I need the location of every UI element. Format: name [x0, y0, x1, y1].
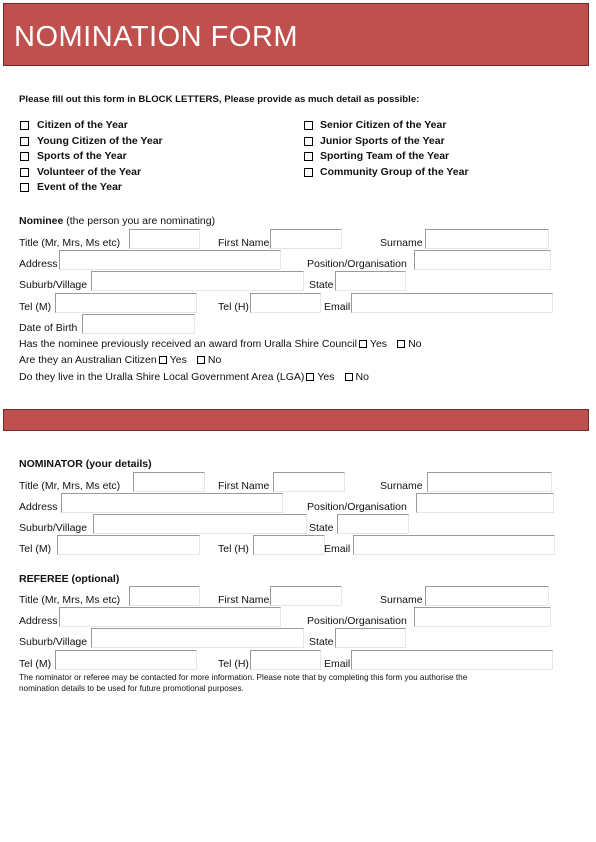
category-label: Volunteer of the Year — [37, 166, 142, 178]
citizen-yes-checkbox[interactable] — [159, 356, 167, 364]
email-label: Email — [324, 301, 351, 313]
no-label: No — [207, 354, 222, 366]
referee-tel-h-field[interactable] — [250, 650, 321, 670]
referee-tel-m-field[interactable] — [55, 650, 197, 670]
category-checkbox-young-citizen[interactable] — [20, 137, 29, 146]
category-label: Citizen of the Year — [37, 119, 128, 131]
question-award — [19, 338, 422, 351]
category-checkbox-volunteer[interactable] — [20, 168, 29, 177]
nominator-email-field[interactable] — [353, 535, 555, 555]
category-checkbox-senior-citizen[interactable] — [304, 121, 313, 130]
title-label: Title (Mr, Mrs, Ms etc) — [19, 594, 121, 606]
nominee-dob-field[interactable] — [82, 314, 195, 334]
section-divider-bar — [3, 409, 589, 431]
no-label: No — [355, 371, 369, 383]
first-name-label: First Name — [218, 480, 270, 492]
award-yes-checkbox[interactable] — [359, 340, 367, 348]
nominee-suburb-field[interactable] — [91, 271, 304, 291]
nominee-tel-m-field[interactable] — [55, 293, 197, 313]
referee-first-name-field[interactable] — [270, 586, 342, 606]
question-lga — [19, 371, 369, 384]
first-name-label: First Name — [218, 237, 270, 249]
referee-title-field[interactable] — [129, 586, 200, 606]
referee-address-field[interactable] — [59, 607, 281, 627]
state-label: State — [309, 636, 334, 648]
nominator-address-field[interactable] — [61, 493, 283, 513]
nominee-heading-note: (the person you are nominating) — [63, 215, 216, 227]
question-citizen — [19, 354, 221, 367]
nominee-state-field[interactable] — [335, 271, 406, 291]
referee-suburb-field[interactable] — [91, 628, 304, 648]
referee-email-field[interactable] — [351, 650, 553, 670]
nominator-suburb-field[interactable] — [93, 514, 307, 534]
nominator-state-field[interactable] — [337, 514, 409, 534]
tel-h-label: Tel (H) — [218, 543, 249, 555]
no-label: No — [408, 338, 422, 350]
page-title: NOMINATION FORM — [14, 21, 299, 53]
referee-position-field[interactable] — [414, 607, 551, 627]
nominator-position-field[interactable] — [416, 493, 554, 513]
category-label: Sporting Team of the Year — [320, 150, 450, 162]
yes-label: Yes — [317, 371, 335, 383]
instructions-text: Please fill out this form in BLOCK LETTERS, Please provide as much detail as possible: — [19, 94, 420, 105]
surname-label: Surname — [380, 237, 423, 249]
address-label: Address — [19, 258, 58, 270]
suburb-label: Suburb/Village — [19, 522, 88, 534]
category-label: Event of the Year — [37, 181, 123, 193]
category-checkbox-citizen[interactable] — [20, 121, 29, 130]
nominee-email-field[interactable] — [351, 293, 553, 313]
nominator-tel-m-field[interactable] — [57, 535, 200, 555]
question-lga-text: Do they live in the Uralla Shire Local Government Area (LGA) — [19, 371, 305, 383]
question-citizen-text: Are they an Australian Citizen — [19, 354, 157, 366]
position-label: Position/Organisation — [307, 615, 407, 627]
nominee-position-field[interactable] — [414, 250, 551, 270]
category-label: Young Citizen of the Year — [37, 135, 163, 147]
surname-label: Surname — [380, 480, 423, 492]
footer-note-line2: nomination details to be used for future promotional purposes. — [19, 684, 244, 693]
referee-heading: REFEREE (optional) — [19, 573, 120, 585]
category-checkbox-community-group[interactable] — [304, 168, 313, 177]
email-label: Email — [324, 543, 351, 555]
lga-yes-checkbox[interactable] — [306, 373, 314, 381]
award-no-checkbox[interactable] — [397, 340, 405, 348]
email-label: Email — [324, 658, 351, 670]
tel-h-label: Tel (H) — [218, 301, 249, 313]
nominator-tel-h-field[interactable] — [253, 535, 325, 555]
suburb-label: Suburb/Village — [19, 279, 88, 291]
yes-label: Yes — [369, 338, 388, 350]
nominee-surname-field[interactable] — [425, 229, 549, 249]
dob-label: Date of Birth — [19, 322, 78, 334]
category-label: Senior Citizen of the Year — [320, 119, 447, 131]
surname-label: Surname — [380, 594, 423, 606]
tel-m-label: Tel (M) — [19, 543, 52, 555]
nominator-surname-field[interactable] — [427, 472, 552, 492]
title-label: Title (Mr, Mrs, Ms etc) — [19, 480, 121, 492]
category-checkbox-sports[interactable] — [20, 152, 29, 161]
nominee-title-field[interactable] — [129, 229, 200, 249]
title-label: Title (Mr, Mrs, Ms etc) — [19, 237, 121, 249]
nominator-heading: NOMINATOR (your details) — [19, 458, 152, 470]
nominator-first-name-field[interactable] — [273, 472, 345, 492]
header-banner — [3, 3, 589, 66]
suburb-label: Suburb/Village — [19, 636, 88, 648]
state-label: State — [309, 522, 334, 534]
address-label: Address — [19, 501, 58, 513]
first-name-label: First Name — [218, 594, 270, 606]
footer-note-line1: The nominator or referee may be contacted for more information. Please note that by completing this form you authorise the — [19, 673, 468, 682]
referee-surname-field[interactable] — [425, 586, 549, 606]
category-label: Community Group of the Year — [320, 166, 469, 178]
category-checkbox-sporting-team[interactable] — [304, 152, 313, 161]
tel-m-label: Tel (M) — [19, 658, 52, 670]
citizen-no-checkbox[interactable] — [197, 356, 205, 364]
nominee-first-name-field[interactable] — [270, 229, 342, 249]
category-label: Junior Sports of the Year — [320, 135, 445, 147]
nominator-title-field[interactable] — [133, 472, 205, 492]
referee-state-field[interactable] — [335, 628, 406, 648]
category-label: Sports of the Year — [37, 150, 127, 162]
nominee-heading — [19, 215, 215, 228]
state-label: State — [309, 279, 334, 291]
lga-no-checkbox[interactable] — [345, 373, 353, 381]
position-label: Position/Organisation — [307, 501, 407, 513]
question-award-text: Has the nominee previously received an award from Uralla Shire Council — [19, 338, 357, 350]
nominee-heading-label: Nominee — [19, 215, 64, 227]
address-label: Address — [19, 615, 58, 627]
tel-h-label: Tel (H) — [218, 658, 249, 670]
category-checkbox-junior-sports[interactable] — [304, 137, 313, 146]
nominee-address-field[interactable] — [59, 250, 281, 270]
tel-m-label: Tel (M) — [19, 301, 52, 313]
position-label: Position/Organisation — [307, 258, 407, 270]
yes-label: Yes — [169, 354, 187, 366]
category-checkbox-event[interactable] — [20, 183, 29, 192]
nominee-tel-h-field[interactable] — [250, 293, 321, 313]
